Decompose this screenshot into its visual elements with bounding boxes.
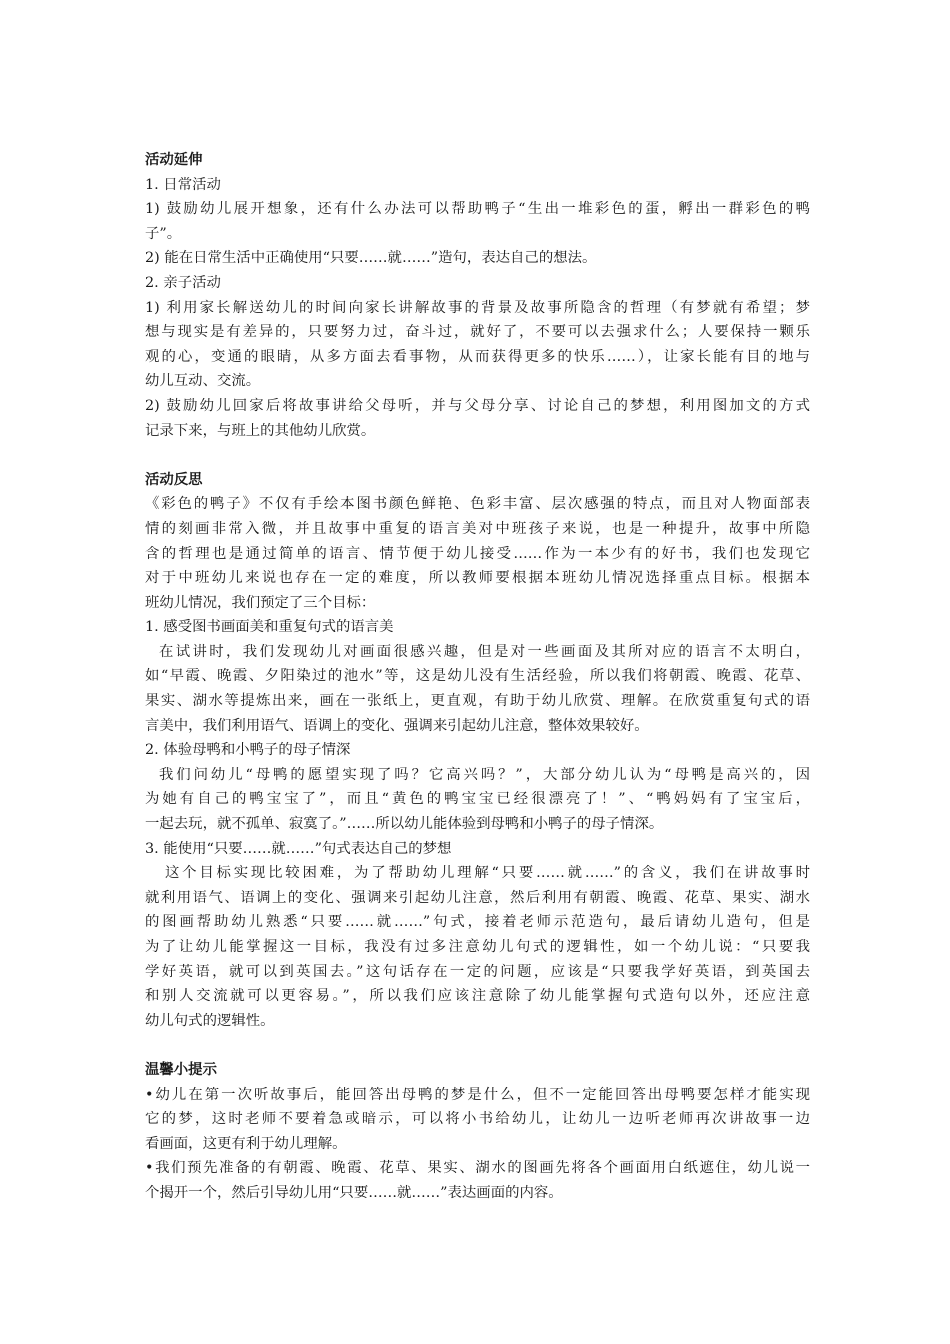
paragraph-line: 含的哲理也是通过简单的语言、情节便于幼儿接受……作为一本少有的好书，我们也发现它: [145, 545, 810, 562]
paragraph-line: 记录下来，与班上的其他幼儿欣赏。: [145, 422, 376, 439]
paragraph-line: 1. 日常活动: [145, 176, 221, 193]
section-gap: [145, 443, 810, 468]
paragraph-line: 就利用语气、语调上的变化、强调来引起幼儿注意，然后利用有朝霞、晚霞、花草、果实、湖水: [145, 889, 810, 906]
paragraph-line: 2. 亲子活动: [145, 274, 221, 291]
paragraph-line: 幼儿互动、交流。: [145, 373, 261, 390]
section-heading: 活动延伸: [145, 152, 203, 168]
paragraph-line: 想与现实是有差异的，只要努力过，奋斗过，就好了，不要可以去强求什么；人要保持一颗乐: [145, 324, 810, 341]
paragraph-line: 果实、湖水等提炼出来，画在一张纸上，更直观，有助于幼儿欣赏、理解。在欣赏重复句式的语: [145, 693, 810, 710]
paragraph-line: 1) 利用家长解送幼儿的时间向家长讲解故事的背景及故事所隐含的哲理（有梦就有希望；梦: [145, 299, 810, 316]
section-gap: [145, 1033, 810, 1058]
paragraph-line: 如“早霞、晚霞、夕阳染过的池水”等，这是幼儿没有生活经验，所以我们将朝霞、晚霞、花草、: [145, 668, 810, 685]
paragraph-line: 言美中，我们利用语气、语调上的变化、强调来引起幼儿注意，整体效果较好。: [145, 717, 649, 734]
paragraph-line: 子”。: [145, 225, 182, 242]
paragraph-line: 和别人交流就可以更容易。”，所以我们应该注意除了幼儿能掌握句式造句以外，还应注意: [145, 988, 810, 1005]
paragraph-line: •我们预先准备的有朝霞、晚霞、花草、果实、湖水的图画先将各个画面用白纸遮住，幼儿说一: [145, 1160, 810, 1177]
paragraph-line: 1. 感受图书画面美和重复句式的语言美: [145, 619, 394, 636]
paragraph-line: 2) 能在日常生活中正确使用“只要……就……”造句，表达自己的想法。: [145, 250, 597, 267]
paragraph-line: 2) 鼓励幼儿回家后将故事讲给父母听，并与父母分享、讨论自己的梦想，利用图加文的方式: [145, 397, 810, 414]
paragraph-line: 这个目标实现比较困难，为了帮助幼儿理解“只要……就……”的含义，我们在讲故事时: [165, 865, 810, 882]
section-heading: 活动反思: [145, 471, 203, 488]
paragraph-line: 的图画帮助幼儿熟悉“只要……就……”句式，接着老师示范造句，最后请幼儿造句，但是: [145, 914, 810, 931]
paragraph-line: 2. 体验母鸭和小鸭子的母子情深: [145, 742, 351, 759]
section-heading: 温馨小提示: [145, 1061, 217, 1078]
document-page: [145, 148, 810, 1206]
paragraph-line: 在试讲时，我们发现幼儿对画面很感兴趣，但是对一些画面及其所对应的语言不太明白，: [159, 643, 810, 660]
paragraph-line: 看画面，这更有利于幼儿理解。: [145, 1135, 347, 1152]
paragraph-line: 我们问幼儿“母鸭的愿望实现了吗？它高兴吗？”，大部分幼儿认为“母鸭是高兴的，因: [159, 766, 810, 783]
paragraph-line: 个揭开一个，然后引导幼儿用“只要……就……”表达画面的内容。: [145, 1184, 563, 1201]
paragraph-line: 情的刻画非常入微，并且故事中重复的语言美对中班孩子来说，也是一种提升，故事中所隐: [145, 520, 810, 537]
paragraph-line: 观的心，变通的眼睛，从多方面去看事物，从而获得更多的快乐……），让家长能有目的地与: [145, 348, 810, 365]
paragraph-line: 学好英语，就可以到英国去。”这句话存在一定的问题，应该是“只要我学好英语，到英国去: [145, 963, 810, 980]
paragraph-line: 对于中班幼儿来说也存在一定的难度，所以教师要根据本班幼儿情况选择重点目标。根据本: [145, 570, 810, 587]
paragraph-line: 它的梦，这时老师不要着急或暗示，可以将小书给幼儿，让幼儿一边听老师再次讲故事一边: [145, 1111, 810, 1128]
paragraph-line: 班幼儿情况，我们预定了三个目标：: [145, 594, 376, 611]
paragraph-line: 为了让幼儿能掌握这一目标，我没有过多注意幼儿句式的逻辑性，如一个幼儿说：“只要我: [145, 939, 810, 955]
paragraph-line: •幼儿在第一次听故事后，能回答出母鸭的梦是什么，但不一定能回答出母鸭要怎样才能实现: [145, 1086, 810, 1103]
paragraph-line: 为她有自己的鸭宝宝了”，而且“黄色的鸭宝宝已经很漂亮了！”、“鸭妈妈有了宝宝后，: [145, 791, 810, 808]
paragraph-line: 幼儿句式的逻辑性。: [145, 1012, 275, 1029]
paragraph-line: 1) 鼓励幼儿展开想象，还有什么办法可以帮助鸭子“生出一堆彩色的蛋，孵出一群彩色的鸭: [145, 201, 810, 218]
paragraph-line: 一起去玩，就不孤单、寂寞了。”……所以幼儿能体验到母鸭和小鸭子的母子情深。: [145, 816, 664, 833]
paragraph-line: 3. 能使用“只要……就……”句式表达自己的梦想: [145, 840, 452, 857]
paragraph-line: 《彩色的鸭子》不仅有手绘本图书颜色鲜艳、色彩丰富、层次感强的特点，而且对人物面部表: [145, 496, 810, 513]
